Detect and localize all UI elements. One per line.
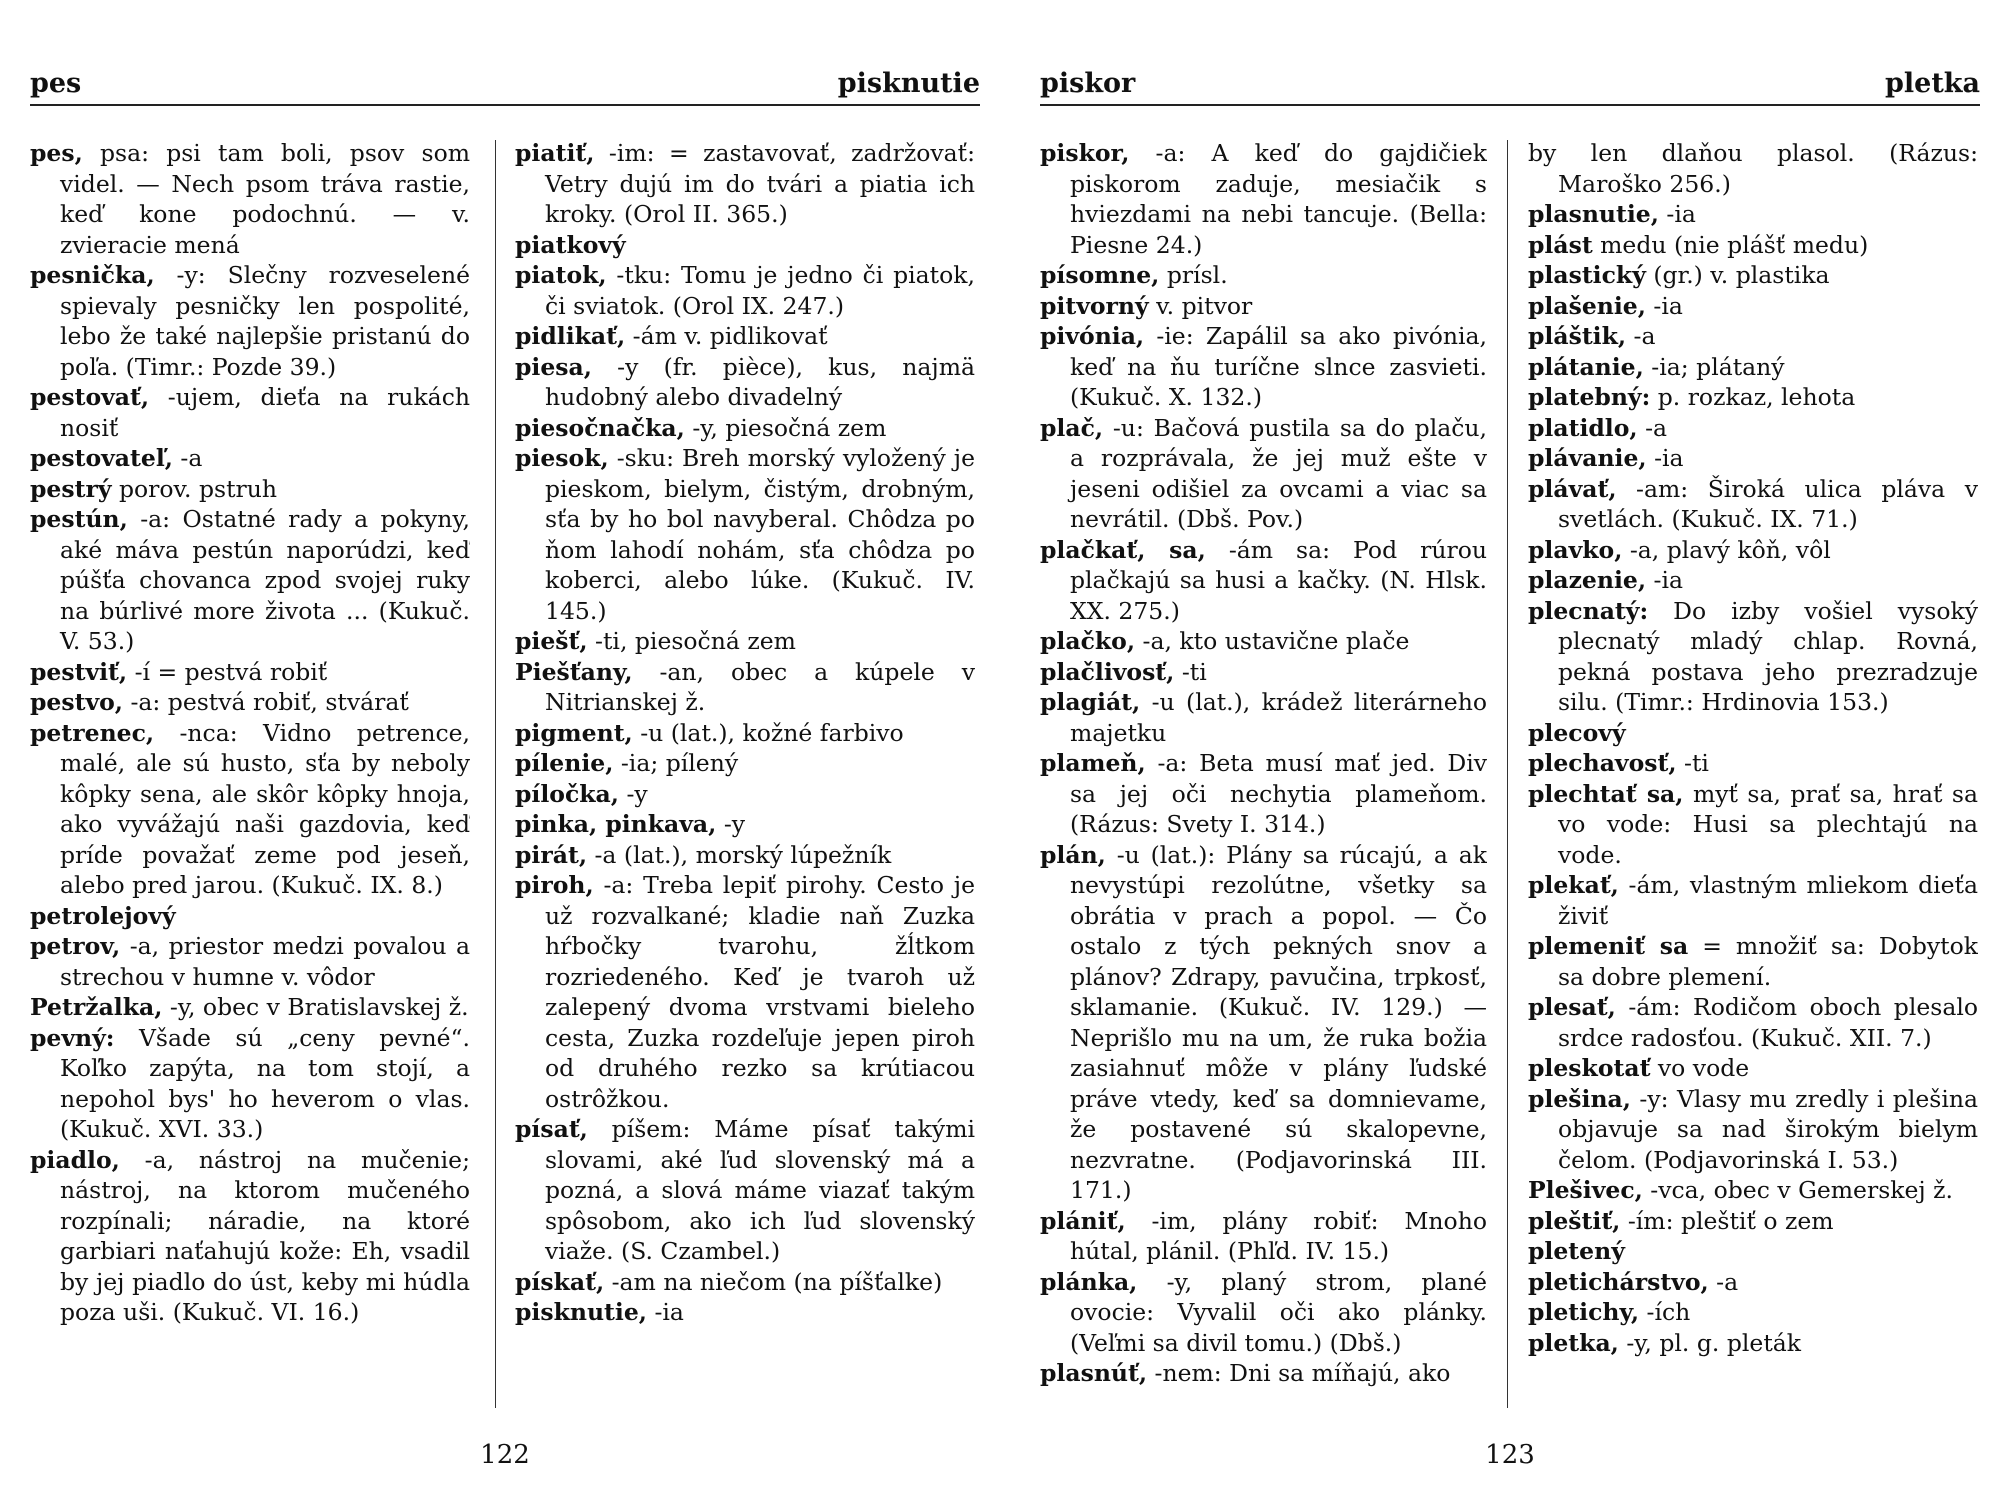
dictionary-entry bbox=[515, 870, 975, 1114]
entry-headword: plekať, bbox=[1528, 871, 1619, 899]
entry-headword: pigment, bbox=[515, 718, 633, 747]
entry-headword: pesnička, bbox=[30, 261, 155, 289]
entry-text: -ujem, dieťa na rukách nosiť bbox=[60, 383, 470, 442]
entry-headword: piatok, bbox=[515, 261, 607, 289]
dictionary-entry bbox=[515, 840, 975, 871]
dictionary-entry bbox=[1528, 1236, 1978, 1267]
entry-headword: piatiť, bbox=[515, 139, 595, 167]
entry-headword: piesočnačka, bbox=[515, 413, 685, 442]
entry-text: -ia bbox=[1646, 444, 1684, 472]
dictionary-entry bbox=[515, 321, 975, 352]
entry-text: -a, nástroj na mučenie; nástroj, na ktorom mučeného rozpínali; náradie, na ktoré garbiari naťahujú kože: Eh, vsadil by jej piadlo do úst, keby mi húdla poza uši. (Kukuč. VI. 16.) bbox=[60, 1145, 470, 1326]
entry-headword: pivónia, bbox=[1040, 322, 1145, 350]
entry-text: -a, kto ustavične plače bbox=[1135, 627, 1410, 655]
dictionary-entry bbox=[30, 1145, 470, 1328]
entry-headword: pestvo, bbox=[30, 688, 123, 716]
dictionary-entry bbox=[1040, 260, 1487, 291]
dictionary-entry bbox=[1040, 535, 1487, 627]
entry-text: -ie: Zapálil sa ako pivónia, keď na ňu turíčne slnce zasvieti. (Kukuč. X. 132.) bbox=[1070, 322, 1487, 411]
entry-text: -ia bbox=[646, 1298, 684, 1326]
entry-text: vo vode bbox=[1650, 1054, 1750, 1082]
entry-headword: pisknutie, bbox=[515, 1298, 647, 1326]
dictionary-entry bbox=[30, 718, 470, 901]
dictionary-entry bbox=[1040, 1267, 1487, 1359]
entry-text: -a, plavý kôň, vôl bbox=[1622, 535, 1831, 564]
entry-text: -sku: Breh morský vyložený je pieskom, bielym, čistým, drobným, sťa by ho bol navyberal. Chôdza po ňom lahodí nohám, sťa chôdza po koberci, alebo lúke. (Kukuč. IV. 145.) bbox=[545, 444, 975, 625]
entry-headword: pes, bbox=[30, 139, 83, 167]
dictionary-entry bbox=[515, 1267, 975, 1298]
dictionary-entry bbox=[1528, 870, 1978, 931]
entry-text: v. pitvor bbox=[1148, 291, 1253, 320]
entry-headword: plást bbox=[1528, 230, 1593, 259]
entry-text: -ia; pílený bbox=[613, 749, 739, 777]
dictionary-entry bbox=[1040, 657, 1487, 688]
dictionary-entry bbox=[1528, 382, 1978, 413]
entry-text: -a bbox=[1637, 413, 1668, 442]
entry-text: -nca: Vidno petrence, malé, ale sú husto, sťa by neboly kôpky sena, ale skôr kôpky hnoja, ako vyvážajú naši gazdovia, keď príde považať zeme pod jeseň, alebo pred jarou. (Kukuč. IX. 8.) bbox=[60, 718, 470, 899]
entry-text: prísl. bbox=[1159, 261, 1228, 289]
dictionary-entry bbox=[515, 657, 975, 718]
entry-headword: pláštik, bbox=[1528, 322, 1627, 350]
entry-text: -a: Beta musí mať jed. Div sa jej oči nechytia plameňom. (Rázus: Svety I. 314.) bbox=[1070, 749, 1487, 838]
entry-text: -vca, obec v Gemerskej ž. bbox=[1642, 1176, 1954, 1204]
entry-headword: piesa, bbox=[515, 352, 592, 381]
dictionary-entry bbox=[515, 779, 975, 810]
entry-text: -y: Slečny rozveselené spievaly pesničky len pospolité, lebo že také najlepšie pristanú do poľa. (Timr.: Pozde 39.) bbox=[60, 261, 470, 381]
entry-text: Do izby vošiel vysoký plecnatý mladý chlap. Rovná, pekná postava jeho prezradzuje silu. (Timr.: Hrdinovia 153.) bbox=[1558, 596, 1978, 716]
entry-text: -ti, piesočná zem bbox=[587, 627, 796, 655]
dictionary-entry bbox=[30, 504, 470, 657]
column-divider bbox=[1507, 140, 1508, 1408]
entry-text: -u: Bačová pustila sa do plaču, a rozprávala, že jej muž ešte v jeseni odišiel za ovcami a viac sa nevrátil. (Dbš. Pov.) bbox=[1070, 413, 1487, 533]
dictionary-column bbox=[1528, 138, 1978, 1408]
dictionary-column bbox=[1040, 138, 1487, 1408]
entry-headword: pleštiť, bbox=[1528, 1206, 1621, 1235]
entry-headword: plátanie, bbox=[1528, 352, 1644, 381]
dictionary-entry bbox=[1528, 321, 1978, 352]
entry-headword: písomne, bbox=[1040, 261, 1160, 289]
dictionary-entry bbox=[1528, 443, 1978, 474]
dictionary-entry bbox=[30, 931, 470, 992]
entry-headword: plánka, bbox=[1040, 1267, 1138, 1296]
entry-headword: plastický bbox=[1528, 261, 1646, 289]
dictionary-entry bbox=[515, 626, 975, 657]
entry-text: -y (fr. pièce), kus, najmä hudobný alebo divadelný bbox=[545, 352, 975, 411]
entry-text: -y, obec v Bratislavskej ž. bbox=[162, 993, 469, 1021]
dictionary-entry bbox=[515, 1297, 975, 1328]
entry-headword: pestrý bbox=[30, 474, 112, 503]
entry-headword: pleskotať bbox=[1528, 1054, 1651, 1082]
entry-headword: pevný: bbox=[30, 1023, 115, 1052]
dictionary-entry bbox=[1528, 1175, 1978, 1206]
entry-text: -a: Ostatné rady a pokyny, aké máva pestún naporúdzi, keď púšťa chovanca zpod svojej ruky na búrlivé more života ... (Kukuč. V. 53.) bbox=[60, 505, 470, 655]
dictionary-entry bbox=[515, 413, 975, 444]
entry-text: medu (nie plášť medu) bbox=[1592, 230, 1869, 259]
entry-headword: platebný: bbox=[1528, 383, 1651, 411]
entry-text: p. rozkaz, lehota bbox=[1650, 383, 1856, 411]
entry-headword: plesať, bbox=[1528, 993, 1616, 1021]
dictionary-entry bbox=[30, 1023, 470, 1145]
entry-text: -ia bbox=[1646, 566, 1683, 594]
entry-text: -y, planý strom, plané ovocie: Vyvalil oči ako plánky. (Veľmi sa divil tomu.) (Dbš.) bbox=[1070, 1267, 1487, 1357]
dictionary-entry bbox=[1528, 199, 1978, 230]
entry-headword: plač, bbox=[1040, 413, 1104, 442]
dictionary-entry bbox=[1528, 596, 1978, 718]
dictionary-entry bbox=[515, 230, 975, 261]
dictionary-entry bbox=[1040, 413, 1487, 535]
entry-headword: petrov, bbox=[30, 932, 121, 960]
entry-headword: pestovateľ, bbox=[30, 444, 173, 472]
entry-headword: pirát, bbox=[515, 840, 588, 869]
dictionary-entry bbox=[515, 1114, 975, 1267]
dictionary-entry bbox=[1040, 840, 1487, 1206]
entry-headword: pletichárstvo, bbox=[1528, 1267, 1709, 1296]
entry-headword: plagiát, bbox=[1040, 688, 1141, 716]
entry-headword: pestviť, bbox=[30, 657, 128, 686]
entry-text: -im: = zastavovať, zadržovať: Vetry dujú im do tvári a piatia ich kroky. (Orol II. 365.) bbox=[545, 139, 975, 228]
entry-headword: Petržalka, bbox=[30, 993, 163, 1021]
entry-text: -y bbox=[618, 779, 648, 808]
right-page bbox=[1040, 0, 1980, 1500]
dictionary-entry bbox=[30, 474, 470, 505]
entry-text: -y, pl. g. pleták bbox=[1618, 1328, 1802, 1357]
page-number: 122 bbox=[480, 1440, 530, 1470]
entry-headword: plazenie, bbox=[1528, 566, 1647, 594]
dictionary-entry bbox=[1528, 1297, 1978, 1328]
entry-headword: plávať, bbox=[1528, 474, 1617, 503]
entry-text: -ím: pleštiť o zem bbox=[1620, 1206, 1834, 1235]
dictionary-entry bbox=[515, 718, 975, 749]
entry-headword: pletený bbox=[1528, 1237, 1625, 1265]
dictionary-entry bbox=[1040, 138, 1487, 260]
entry-text: by len dlaňou plasol. (Rázus: Maroško 256.) bbox=[1528, 139, 1978, 198]
entry-text: -y, piesočná zem bbox=[684, 413, 887, 442]
dictionary-entry bbox=[1040, 748, 1487, 840]
dictionary-entry bbox=[1528, 718, 1978, 749]
entry-headword: Piešťany, bbox=[515, 657, 633, 686]
entry-headword: plačko, bbox=[1040, 627, 1136, 655]
dictionary-entry bbox=[1528, 779, 1978, 871]
dictionary-entry bbox=[1040, 687, 1487, 748]
entry-headword: plemeniť sa bbox=[1528, 932, 1689, 960]
entry-text: -am na niečom (na píšťalke) bbox=[604, 1267, 943, 1296]
entry-text: Všade sú „ceny pevné“. Koľko zapýta, na tom stojí, a nepohol bys' ho heverom o vlas. (Kukuč. XVI. 33.) bbox=[60, 1023, 470, 1143]
dictionary-entry bbox=[1528, 1328, 1978, 1359]
entry-headword: plániť, bbox=[1040, 1206, 1126, 1235]
dictionary-entry bbox=[1528, 474, 1978, 535]
entry-headword: pinka, pinkava, bbox=[515, 810, 717, 838]
entry-text: myť sa, prať sa, hrať sa vo vode: Husi sa plechtajú na vode. bbox=[1558, 779, 1978, 869]
dictionary-entry bbox=[1528, 1084, 1978, 1176]
entry-text: -ia bbox=[1645, 291, 1683, 320]
page-number: 123 bbox=[1485, 1440, 1535, 1470]
running-head bbox=[30, 64, 980, 106]
entry-headword: piesok, bbox=[515, 444, 609, 472]
entry-headword: pidlikať, bbox=[515, 322, 626, 350]
entry-headword: plešina, bbox=[1528, 1084, 1631, 1113]
entry-text: -ti bbox=[1174, 657, 1207, 686]
dictionary-column bbox=[515, 138, 975, 1408]
entry-headword: plasnutie, bbox=[1528, 200, 1659, 228]
entry-text: -ám v. pidlikovať bbox=[625, 322, 828, 350]
entry-text: -am: Široká ulica pláva v svetlách. (Kukuč. IX. 71.) bbox=[1558, 474, 1978, 533]
entry-headword: platidlo, bbox=[1528, 413, 1638, 442]
dictionary-entry bbox=[1528, 748, 1978, 779]
dictionary-entry bbox=[515, 748, 975, 779]
dictionary-entry bbox=[1040, 291, 1487, 322]
dictionary-entry bbox=[1040, 1358, 1487, 1389]
dictionary-entry bbox=[515, 809, 975, 840]
entry-text: -ia; plátaný bbox=[1643, 352, 1785, 381]
dictionary-column bbox=[30, 138, 470, 1408]
entry-text: píšem: Máme písať takými slovami, aké ľud slovenský má a pozná, a slová máme viazať takým spôsobom, ako ich ľud slovenský viaže. (S. Czambel.) bbox=[545, 1115, 975, 1265]
entry-headword: písať, bbox=[515, 1115, 588, 1143]
entry-text: -a bbox=[1626, 322, 1656, 350]
entry-headword: pitvorný bbox=[1040, 291, 1149, 320]
dictionary-entry bbox=[30, 138, 470, 260]
dictionary-entry bbox=[1528, 1267, 1978, 1298]
entry-text: = množiť sa: Dobytok sa dobre plemení. bbox=[1558, 932, 1978, 991]
dictionary-entry bbox=[1528, 230, 1978, 261]
dictionary-entry bbox=[1040, 1206, 1487, 1267]
entry-headword: plán, bbox=[1040, 840, 1106, 869]
entry-text: -ia bbox=[1658, 200, 1696, 228]
dictionary-entry bbox=[515, 260, 975, 321]
dictionary-entry bbox=[1528, 1053, 1978, 1084]
dictionary-entry bbox=[30, 382, 470, 443]
entry-headword: piroh, bbox=[515, 871, 594, 899]
dictionary-entry bbox=[1040, 626, 1487, 657]
dictionary-entry bbox=[515, 138, 975, 230]
dictionary-entry bbox=[30, 687, 470, 718]
entry-headword: plameň, bbox=[1040, 749, 1146, 777]
dictionary-entry bbox=[515, 443, 975, 626]
entry-headword: piadlo, bbox=[30, 1145, 120, 1174]
entry-headword: pískať, bbox=[515, 1267, 605, 1296]
entry-text: -ích bbox=[1639, 1298, 1691, 1326]
entry-headword: Plešivec, bbox=[1528, 1176, 1643, 1204]
entry-text: -a: Treba lepiť pirohy. Cesto je už rozvalkané; kladie naň Zuzka hŕbočky tvarohu, žĺtkom rozriedeného. Keď je tvaroh už zalepený dvoma vrstvami bieleho cesta, Zuzka rozdeľuje jepen piroh od druhého rezko sa krútiacou ostrôžkou. bbox=[545, 871, 975, 1113]
entry-text: -y: Vlasy mu zredly i plešina objavuje sa nad širokým bielym čelom. (Podjavorinská I. 53.) bbox=[1558, 1084, 1978, 1174]
dictionary-entry bbox=[1528, 352, 1978, 383]
entry-text: -ám sa: Pod rúrou plačkajú sa husi a kačky. (N. Hlsk. XX. 275.) bbox=[1070, 535, 1487, 625]
entry-text: (gr.) v. plastika bbox=[1645, 261, 1830, 289]
entry-text: -a (lat.), morský lúpežník bbox=[587, 840, 892, 869]
entry-text: -ám: Rodičom oboch plesalo srdce radosťou. (Kukuč. XII. 7.) bbox=[1558, 993, 1978, 1052]
dictionary-entry bbox=[1528, 413, 1978, 444]
entry-headword: plechtať sa, bbox=[1528, 779, 1684, 808]
entry-headword: pletichy, bbox=[1528, 1298, 1640, 1326]
entry-headword: plecový bbox=[1528, 718, 1626, 747]
entry-text: -y bbox=[716, 810, 746, 838]
entry-text: -u (lat.), kožné farbivo bbox=[632, 718, 904, 747]
column-divider bbox=[495, 140, 496, 1408]
dictionary-entry bbox=[515, 352, 975, 413]
entry-headword: plávanie, bbox=[1528, 444, 1647, 472]
dictionary-entry bbox=[30, 901, 470, 932]
dictionary-entry bbox=[30, 657, 470, 688]
entry-headword: piešť, bbox=[515, 627, 588, 655]
entry-headword: plavko, bbox=[1528, 535, 1623, 564]
entry-headword: plasnúť, bbox=[1040, 1359, 1148, 1387]
entry-text: -a: A keď do gajdičiek piskorom zaduje, mesiačik s hviezdami na nebi tancuje. (Bella: Piesne 24.) bbox=[1070, 139, 1487, 259]
entry-text: -u (lat.), krádež literárneho majetku bbox=[1070, 688, 1487, 747]
entry-headword: plačlivosť, bbox=[1040, 657, 1175, 686]
running-head bbox=[1040, 64, 1980, 106]
entry-text: -a bbox=[1708, 1267, 1739, 1296]
entry-text: -a: pestvá robiť, stvárať bbox=[122, 688, 409, 716]
entry-headword: plecnatý: bbox=[1528, 596, 1649, 625]
dictionary-entry bbox=[1528, 535, 1978, 566]
dictionary-entry bbox=[30, 260, 470, 382]
entry-headword: píločka, bbox=[515, 779, 619, 808]
entry-headword: petrenec, bbox=[30, 718, 155, 747]
dictionary-entry bbox=[1528, 565, 1978, 596]
entry-text: -im, plány robiť: Mnoho hútal, plánil. (Phľd. IV. 15.) bbox=[1070, 1206, 1487, 1265]
entry-headword: pletka, bbox=[1528, 1328, 1619, 1357]
entry-text: -u (lat.): Plány sa rúcajú, a ak nevystúpi rezolútne, všetky sa obrátia v prach a popol. — Čo ostalo z tých pekných snov a plánov? Zdrapy, pavučina, trpkosť, sklamanie. (Kukuč. IV. 129.) — Neprišlo mu na um, že ruka božia zasiahnuť môže v plány ľudské práve vtedy, keď sa domnievame, že postavené sú skalopevne, nezvratne. (Podjavorinská III. 171.) bbox=[1070, 840, 1487, 1204]
entry-headword: piskor, bbox=[1040, 139, 1130, 167]
dictionary-entry bbox=[1040, 321, 1487, 413]
entry-headword: pestovať, bbox=[30, 383, 150, 411]
dictionary-entry bbox=[1528, 992, 1978, 1053]
entry-headword: plašenie, bbox=[1528, 291, 1646, 320]
dictionary-entry bbox=[1528, 138, 1978, 199]
entry-headword: plechavosť, bbox=[1528, 749, 1677, 777]
entry-headword: plačkať, sa, bbox=[1040, 535, 1206, 564]
entry-headword: pílenie, bbox=[515, 749, 614, 777]
header-last-word: pletka bbox=[1885, 68, 1980, 99]
entry-headword: piatkový bbox=[515, 230, 626, 259]
dictionary-entry bbox=[30, 443, 470, 474]
entry-text: -ti bbox=[1676, 749, 1709, 777]
entry-text: -nem: Dni sa míňajú, ako bbox=[1147, 1359, 1451, 1387]
entry-text: -an, obec a kúpele v Nitrianskej ž. bbox=[545, 657, 975, 716]
entry-text: -a bbox=[172, 444, 203, 472]
header-first-word: pes bbox=[30, 68, 82, 99]
dictionary-entry bbox=[1528, 260, 1978, 291]
entry-text: -ám, vlastným mliekom dieťa živiť bbox=[1558, 871, 1978, 930]
dictionary-entry bbox=[1528, 291, 1978, 322]
dictionary-entry bbox=[1528, 931, 1978, 992]
entry-text: -a, priestor medzi povalou a strechou v humne v. vôdor bbox=[60, 932, 470, 991]
left-page bbox=[30, 0, 980, 1500]
entry-text: -í = pestvá robiť bbox=[127, 657, 328, 686]
entry-headword: pestún, bbox=[30, 505, 128, 533]
header-last-word: pisknutie bbox=[837, 68, 980, 99]
entry-text: porov. pstruh bbox=[111, 474, 278, 503]
entry-headword: petrolejový bbox=[30, 901, 176, 930]
entry-text: psa: psi tam boli, psov som videl. — Nech psom tráva rastie, keď kone podochnú. — v. zvieracie mená bbox=[60, 139, 470, 259]
entry-text: -tku: Tomu je jedno či piatok, či sviatok. (Orol IX. 247.) bbox=[545, 261, 975, 320]
header-first-word: piskor bbox=[1040, 68, 1136, 99]
dictionary-entry bbox=[1528, 1206, 1978, 1237]
dictionary-entry bbox=[30, 992, 470, 1023]
